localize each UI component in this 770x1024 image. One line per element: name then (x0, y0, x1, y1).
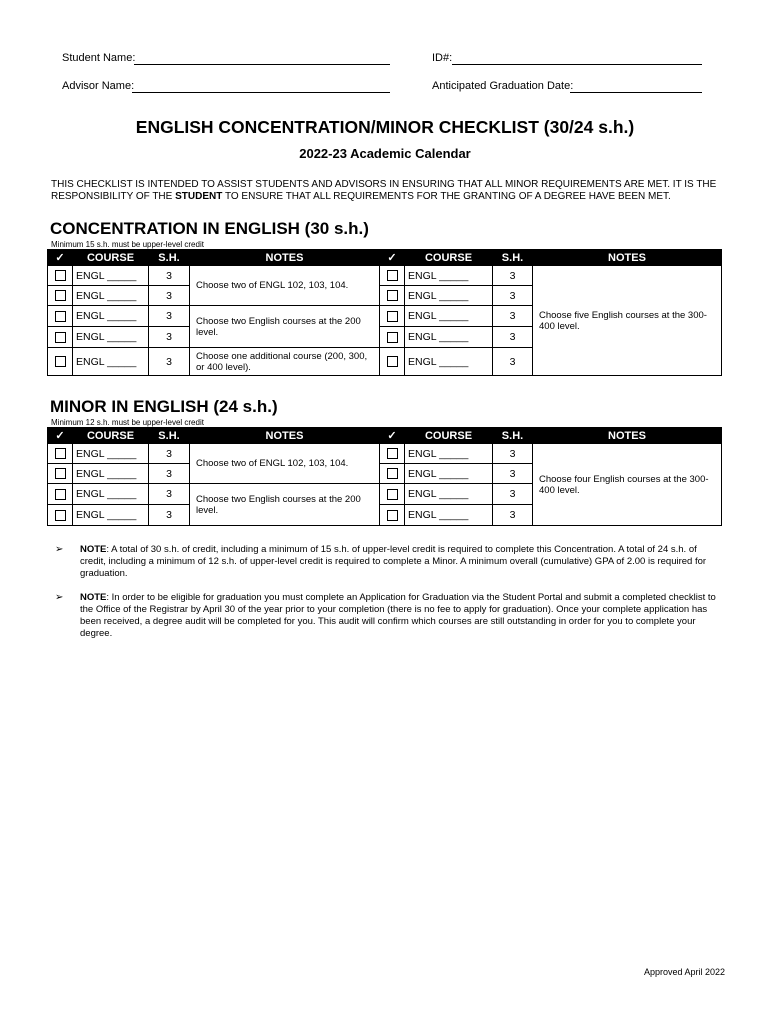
course-checkbox[interactable] (55, 448, 66, 459)
sh-cell: 3 (493, 484, 533, 505)
course-checkbox[interactable] (55, 311, 66, 322)
graduation-date-field[interactable] (570, 92, 702, 93)
sh-cell: 3 (149, 286, 190, 306)
minor-min-credit: Minimum 12 s.h. must be upper-level credit (51, 418, 204, 427)
note-item (55, 592, 725, 640)
sh-cell: 3 (149, 444, 190, 464)
sh-header: S.H. (149, 428, 190, 444)
notes-header: NOTES (190, 428, 380, 444)
course-checkbox[interactable] (55, 332, 66, 343)
course-checkbox[interactable] (55, 468, 66, 479)
course-cell[interactable]: ENGL _____ (405, 464, 493, 484)
course-checkbox[interactable] (387, 356, 398, 367)
check-header: ✓ (380, 428, 405, 444)
graduation-date-label: Anticipated Graduation Date: (432, 80, 574, 92)
course-cell[interactable]: ENGL _____ (405, 505, 493, 526)
course-cell[interactable]: ENGL _____ (405, 348, 493, 376)
notes-header: NOTES (190, 250, 380, 266)
sh-cell: 3 (149, 348, 190, 376)
minor-heading: MINOR IN ENGLISH (24 s.h.) (50, 397, 278, 416)
course-checkbox[interactable] (55, 270, 66, 281)
course-checkbox[interactable] (55, 489, 66, 500)
course-checkbox[interactable] (387, 489, 398, 500)
arrow-bullet-icon: ➢ (55, 592, 64, 603)
course-cell[interactable]: ENGL _____ (73, 348, 149, 376)
sh-cell: 3 (149, 266, 190, 286)
course-header: COURSE (73, 428, 149, 444)
table-row (48, 266, 722, 286)
notes-list (55, 544, 725, 650)
sh-cell: 3 (149, 327, 190, 348)
approval-footer: Approved April 2022 (643, 967, 725, 977)
sh-cell: 3 (149, 484, 190, 505)
course-header: COURSE (73, 250, 149, 266)
course-checkbox[interactable] (387, 290, 398, 301)
course-cell[interactable]: ENGL _____ (73, 286, 149, 306)
intro-text: THIS CHECKLIST IS INTENDED TO ASSIST STUDENTS AND ADVISORS IN ENSURING THAT ALL MINOR REQUIREMENTS ARE MET. IT IS THE RESPONSIBILITY OF THE STUDENT TO ENSURE THAT ALL REQUIREMENTS FOR THE GRANTING OF A DEGREE HAVE BEEN MET. (51, 179, 717, 202)
id-label: ID#: (432, 52, 453, 64)
course-cell[interactable]: ENGL _____ (405, 444, 493, 464)
notes-cell: Choose five English courses at the 300-400 level. (533, 266, 722, 376)
course-cell[interactable]: ENGL _____ (405, 327, 493, 348)
course-checkbox[interactable] (387, 270, 398, 281)
course-cell[interactable]: ENGL _____ (405, 484, 493, 505)
course-header: COURSE (405, 250, 493, 266)
check-header: ✓ (48, 250, 73, 266)
sh-header: S.H. (149, 250, 190, 266)
course-checkbox[interactable] (55, 290, 66, 301)
course-checkbox[interactable] (55, 510, 66, 521)
sh-cell: 3 (149, 505, 190, 526)
sh-cell: 3 (493, 464, 533, 484)
course-checkbox[interactable] (387, 311, 398, 322)
sh-cell: 3 (493, 348, 533, 376)
notes-cell: Choose two of ENGL 102, 103, 104. (190, 266, 380, 306)
sh-cell: 3 (493, 444, 533, 464)
sh-cell: 3 (493, 505, 533, 526)
course-checkbox[interactable] (387, 448, 398, 459)
notes-cell: Choose two English courses at the 200 level. (190, 306, 380, 348)
course-checkbox[interactable] (387, 468, 398, 479)
course-checkbox[interactable] (55, 356, 66, 367)
sh-header: S.H. (493, 250, 533, 266)
intro-bold-student: STUDENT (175, 191, 223, 202)
sh-cell: 3 (493, 327, 533, 348)
notes-cell: Choose two English courses at the 200 level. (190, 484, 380, 526)
sh-cell: 3 (493, 286, 533, 306)
course-cell[interactable]: ENGL _____ (405, 306, 493, 327)
advisor-name-label: Advisor Name: (62, 80, 135, 92)
notes-cell: Choose four English courses at the 300-400 level. (533, 444, 722, 526)
sh-cell: 3 (493, 266, 533, 286)
minor-table (47, 427, 722, 526)
advisor-name-field[interactable] (132, 92, 390, 93)
concentration-table (47, 249, 722, 376)
course-cell[interactable]: ENGL _____ (405, 266, 493, 286)
note-text: : A total of 30 s.h. of credit, including a minimum of 15 s.h. of upper-level credit is required to complete this Concentration. A total of 24 s.h. of credit, including a minimum of 12 s.h. of upper-level credit is required to complete a Minor. A minimum overall (cumulative) GPA of 2.00 is required for graduation. (80, 544, 707, 579)
course-cell[interactable]: ENGL _____ (73, 306, 149, 327)
course-checkbox[interactable] (387, 332, 398, 343)
notes-header: NOTES (533, 428, 722, 444)
note-text: : In order to be eligible for graduation you must complete an Application for Graduation via the Student Portal and submit a completed checklist to the Office of the Registrar by April 30 of the year prior to your completion (there is no fee to apply for graduation). Once your complete application has been received, a degree audit will be completed for you. This audit will confirm which courses are still outstanding in order for you to complete your degree. (80, 592, 716, 639)
course-cell[interactable]: ENGL _____ (73, 484, 149, 505)
sh-cell: 3 (149, 306, 190, 327)
course-cell[interactable]: ENGL _____ (73, 444, 149, 464)
student-name-field[interactable] (134, 64, 390, 65)
page-title: ENGLISH CONCENTRATION/MINOR CHECKLIST (30/24 s.h.) (135, 117, 635, 137)
arrow-bullet-icon: ➢ (55, 544, 64, 555)
course-cell[interactable]: ENGL _____ (73, 327, 149, 348)
id-field[interactable] (452, 64, 702, 65)
sh-header: S.H. (493, 428, 533, 444)
course-checkbox[interactable] (387, 510, 398, 521)
page-subtitle: 2022-23 Academic Calendar (299, 146, 471, 161)
notes-header: NOTES (533, 250, 722, 266)
course-header: COURSE (405, 428, 493, 444)
table-row (48, 444, 722, 464)
course-cell[interactable]: ENGL _____ (405, 286, 493, 306)
sh-cell: 3 (149, 464, 190, 484)
student-name-label: Student Name: (62, 52, 136, 64)
note-label: NOTE (80, 544, 107, 555)
course-cell[interactable]: ENGL _____ (73, 464, 149, 484)
note-item (55, 544, 725, 580)
sh-cell: 3 (493, 306, 533, 327)
course-cell[interactable]: ENGL _____ (73, 266, 149, 286)
check-header: ✓ (48, 428, 73, 444)
check-header: ✓ (380, 250, 405, 266)
concentration-heading: CONCENTRATION IN ENGLISH (30 s.h.) (50, 219, 369, 238)
course-cell[interactable]: ENGL _____ (73, 505, 149, 526)
concentration-min-credit: Minimum 15 s.h. must be upper-level credit (51, 240, 204, 249)
notes-cell: Choose one additional course (200, 300, or 400 level). (190, 348, 380, 376)
notes-cell: Choose two of ENGL 102, 103, 104. (190, 444, 380, 484)
note-label: NOTE (80, 592, 107, 603)
